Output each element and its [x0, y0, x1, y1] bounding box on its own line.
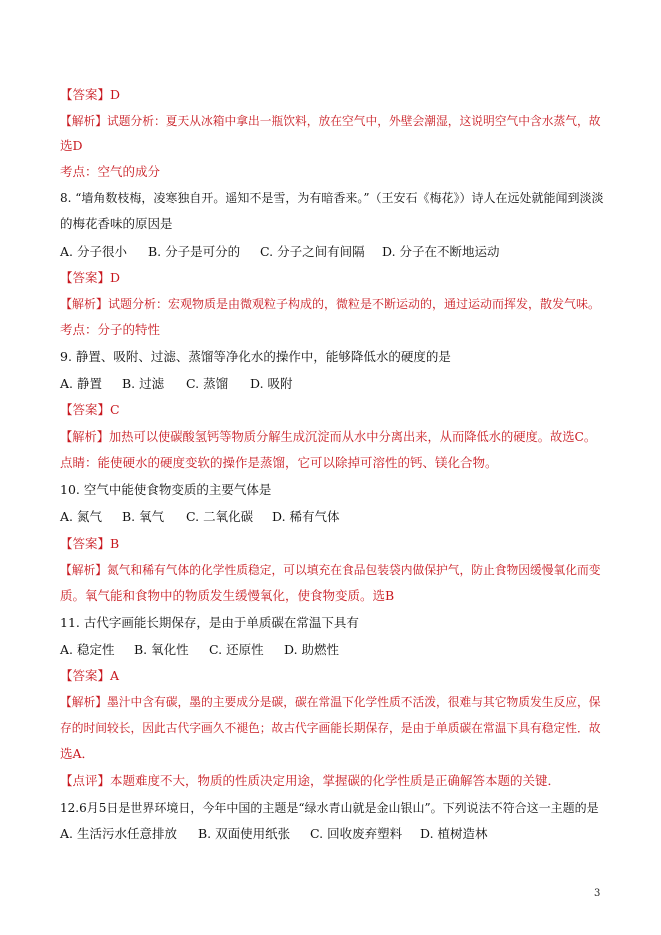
option-9-d: D. 吸附	[250, 376, 293, 391]
dianjing-9: 点睛：能使硬水的硬度变软的操作是蒸馏，它可以除掉可溶性的钙、镁化合物。	[60, 455, 498, 470]
option-11-c: C. 还原性	[209, 642, 264, 657]
comment-11: 【点评】本题难度不大，物质的性质决定用途，掌握碳的化学性质是正确解答本题的关键．	[60, 773, 561, 788]
option-10-c: C. 二氧化碳	[186, 509, 254, 524]
option-10-b: B. 氧气	[122, 509, 165, 524]
kaodian-8: 考点：分子的特性	[60, 322, 161, 337]
option-9-a: A. 静置	[60, 376, 102, 391]
analysis-11-line3: 选A．	[60, 746, 95, 761]
options-8	[60, 244, 605, 260]
question-8-line2: 的梅花香味的原因是	[60, 216, 173, 231]
question-8-line1: 8. “墙角数枝梅，凌寒独自开。遥知不是雪，为有暗香来。”（王安石《梅花》）诗人在远处就能闻到淡淡	[60, 191, 604, 205]
analysis-10-line2: 质。氧气能和食物中的物质发生缓慢氧化，使食物变质。选B	[60, 588, 395, 603]
options-11	[60, 642, 605, 658]
answer-9: 【答案】C	[60, 402, 120, 417]
analysis-9: 【解析】加热可以使碳酸氢钙等物质分解生成沉淀而从水中分离出来，从而降低水的硬度。故选C。	[60, 430, 597, 444]
question-11: 11. 古代字画能长期保存，是由于单质碳在常温下具有	[60, 615, 359, 630]
analysis-7-line1: 【解析】试题分析：夏天从冰箱中拿出一瓶饮料，放在空气中，外壁会潮湿，这说明空气中含水蒸气，故	[60, 114, 601, 128]
options-12	[60, 826, 605, 842]
option-9-c: C. 蒸馏	[186, 376, 229, 391]
option-12-b: B. 双面使用纸张	[198, 826, 291, 841]
analysis-10-line1: 【解析】氮气和稀有气体的化学性质稳定，可以填充在食品包装袋内做保护气，防止食物因缓慢氧化而变	[60, 563, 601, 577]
question-9: 9. 静置、吸附、过滤、蒸馏等净化水的操作中，能够降低水的硬度的是	[60, 349, 451, 364]
analysis-7-line2: 选D	[60, 138, 83, 153]
answer-7: 【答案】D	[60, 87, 121, 102]
option-8-a: A. 分子很小	[60, 244, 127, 259]
options-10	[60, 509, 605, 525]
answer-11: 【答案】A	[60, 668, 120, 683]
option-10-d: D. 稀有气体	[272, 509, 340, 524]
option-12-c: C. 回收废弃塑料	[310, 826, 403, 841]
question-10: 10. 空气中能使食物变质的主要气体是	[60, 482, 272, 497]
option-8-b: B. 分子是可分的	[148, 244, 241, 259]
analysis-11-line2: 存的时间较长，因此古代字画久不褪色；故古代字画能长期保存，是由于单质碳在常温下具有稳定性．故	[60, 721, 601, 735]
option-9-b: B. 过滤	[122, 376, 165, 391]
analysis-11-line1: 【解析】墨汁中含有碳，墨的主要成分是碳，碳在常温下化学性质不活泼，很难与其它物质发生反应，保	[60, 695, 601, 709]
options-9	[60, 376, 605, 392]
answer-10: 【答案】B	[60, 536, 120, 551]
page-number: 3	[594, 888, 601, 899]
option-12-a: A. 生活污水任意排放	[60, 826, 177, 841]
option-11-d: D. 助燃性	[284, 642, 340, 657]
option-8-c: C. 分子之间有间隔	[260, 244, 365, 259]
answer-8: 【答案】D	[60, 270, 121, 285]
option-12-d: D. 植树造林	[420, 826, 488, 841]
option-8-d: D. 分子在不断地运动	[382, 244, 500, 259]
option-10-a: A. 氮气	[60, 509, 102, 524]
option-11-b: B. 氧化性	[134, 642, 189, 657]
analysis-8: 【解析】试题分析：宏观物质是由微观粒子构成的，微粒是不断运动的，通过运动而挥发，散发气味。	[60, 297, 601, 311]
question-12: 12.6月5日是世界环境日，今年中国的主题是“绿水青山就是金山银山”。下列说法不符合这一主题的是	[60, 801, 599, 815]
kaodian-7: 考点：空气的成分	[60, 164, 161, 179]
option-11-a: A. 稳定性	[60, 642, 115, 657]
